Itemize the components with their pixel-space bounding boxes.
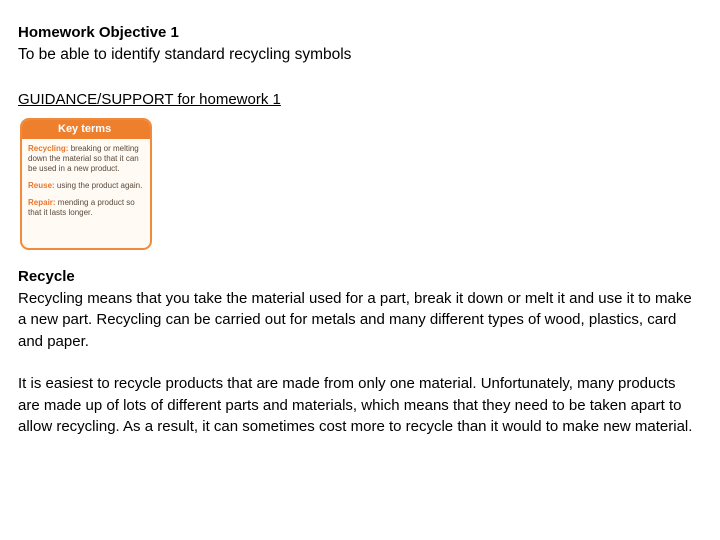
key-terms-list xyxy=(22,139,150,218)
key-term-definition: using the product again. xyxy=(56,181,143,190)
document-page xyxy=(18,22,698,435)
page-title: Homework Objective 1 xyxy=(18,24,179,41)
recycle-section xyxy=(18,266,698,352)
key-term-definition: breaking or melting down the material so that it can be used in a new product. xyxy=(28,144,139,173)
key-term-name: Reuse: xyxy=(28,181,55,190)
key-terms-heading: Key terms xyxy=(22,120,150,139)
key-terms-box xyxy=(20,118,152,250)
key-term-definition: mending a product so that it lasts longer. xyxy=(28,198,135,217)
key-term-item xyxy=(28,198,145,218)
page-subtitle: To be able to identify standard recycling symbols xyxy=(18,46,352,63)
key-term-name: Repair: xyxy=(28,198,56,207)
paragraph: Recycling means that you take the material used for a part, break it down or melt it and use it to make a new part. Recycling can be carried out for metals and many different types of wood, plastics, card and paper. xyxy=(18,289,692,350)
key-term-item xyxy=(28,144,145,174)
section-heading: Recycle xyxy=(18,268,75,285)
key-term-name: Recycling: xyxy=(28,144,69,153)
paragraph: It is easiest to recycle products that are made from only one material. Unfortunately, many products are made up of lots of different parts and materials, which means that they need to be taken apart to allow recycling. As a result, it can sometimes cost more to recycle than it would to make new material. xyxy=(18,375,693,435)
key-term-item xyxy=(28,181,145,191)
guidance-heading: GUIDANCE/SUPPORT for homework 1 xyxy=(18,91,281,108)
